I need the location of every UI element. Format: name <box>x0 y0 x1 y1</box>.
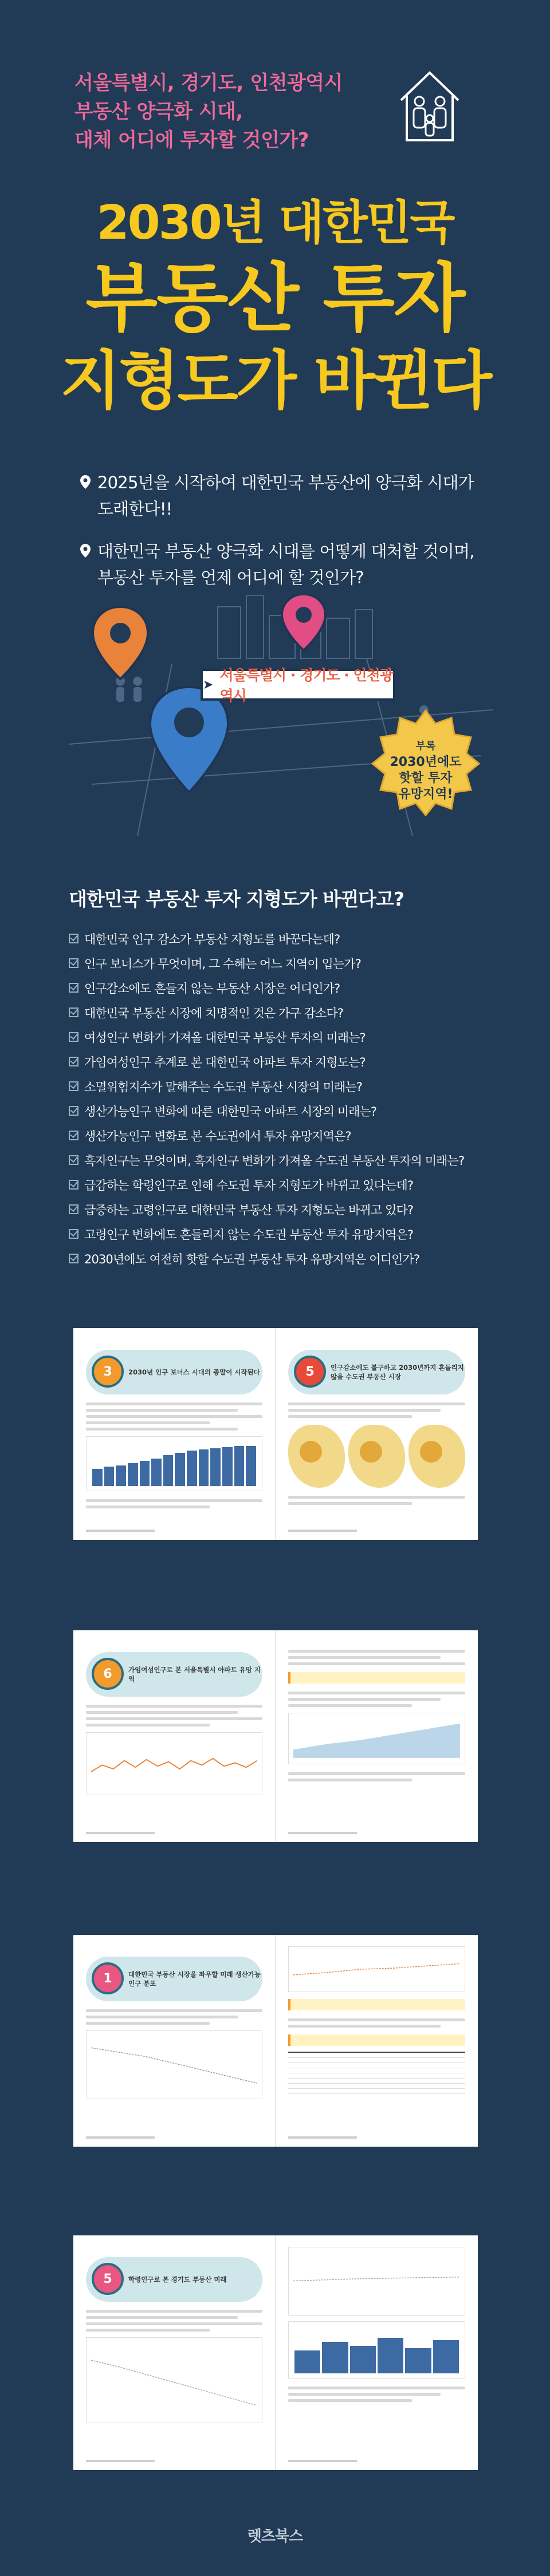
checkbox-icon <box>69 958 78 968</box>
question-item <box>69 1074 464 1099</box>
checkbox-icon <box>69 1254 78 1263</box>
book-spread <box>73 1935 478 2147</box>
chapter-title: 2030년 인구 보너스 시대의 종말이 시작된다 <box>128 1368 260 1376</box>
question-text: 가임여성인구 추계로 본 대한민국 아파트 투자 지형도는? <box>84 1055 366 1069</box>
question-text: 흑자인구는 무엇이며, 흑자인구 변화가 가져올 수도권 부동산 투자의 미래는? <box>84 1153 465 1168</box>
question-text: 인구감소에도 흔들지 않는 부동산 시장은 어디인가? <box>84 981 340 995</box>
checkbox-icon <box>69 1180 78 1190</box>
question-text: 생산가능인구 변화에 따른 대한민국 아파트 시장의 미래는? <box>84 1104 377 1119</box>
chapter-number: 6 <box>92 1658 124 1690</box>
hero-tagline-line: 서울특별시, 경기도, 인천광역시 <box>74 72 343 94</box>
badge-line: 2030년에도 <box>390 755 462 769</box>
family-house-icon <box>395 66 464 146</box>
question-item <box>69 975 464 1000</box>
bar-chart-thumbnail <box>288 2321 465 2379</box>
map-thumbnails <box>288 1425 465 1488</box>
line-chart-thumbnail <box>86 2030 262 2099</box>
hero-tagline-line: 대체 어디에 투자할 것인가? <box>74 129 309 152</box>
bullet-text: 2025년을 시작하여 대한민국 부동산에 양극화 시대가 도래한다!! <box>97 473 474 519</box>
spread-page <box>73 2235 276 2470</box>
blue-pin-icon <box>150 687 228 792</box>
question-text: 대한민국 부동산 시장에 치명적인 것은 가구 감소다? <box>84 1006 344 1020</box>
spread-page <box>276 2235 478 2470</box>
checkbox-icon <box>69 1106 78 1116</box>
line-chart-thumbnail <box>86 1732 262 1795</box>
question-item <box>69 1246 464 1271</box>
book-spread <box>73 2235 478 2470</box>
chapter-number: 1 <box>92 1962 124 1994</box>
question-item <box>69 1222 464 1246</box>
question-text: 급증하는 고령인구로 대한민국 부동산 투자 지형도는 바뀌고 있다? <box>84 1203 414 1217</box>
checkbox-icon <box>69 934 78 943</box>
region-banner <box>201 667 395 704</box>
chapter-title: 학령인구로 본 경기도 부동산 미래 <box>128 2275 227 2283</box>
chapter-number: 5 <box>294 1356 326 1388</box>
checkbox-icon <box>69 983 78 993</box>
question-text: 고령인구 변화에도 흔들리지 않는 수도권 부동산 투자 유망지역은? <box>84 1227 414 1242</box>
questions-title: 대한민국 부동산 투자 지형도가 바뀐다고? <box>69 888 404 910</box>
question-text: 소멸위험지수가 말해주는 수도권 부동산 시장의 미래는? <box>84 1080 362 1094</box>
spread-page <box>276 1328 478 1540</box>
question-item <box>69 1148 464 1172</box>
question-item <box>69 1172 464 1197</box>
checkbox-icon <box>69 1131 78 1140</box>
question-item <box>69 1025 464 1049</box>
location-pin-icon <box>80 469 97 522</box>
checkbox-icon <box>69 1229 78 1239</box>
region-banner-text: 서울특별시 · 경기도 · 인천광역시 <box>219 667 393 704</box>
chapter-title: 대한민국 부동산 시장을 좌우할 미래 생산가능인구 분포 <box>128 1970 261 1988</box>
intro-bullets <box>80 469 481 607</box>
questions-list <box>69 926 464 1271</box>
chapter-number: 3 <box>92 1356 124 1388</box>
book-title <box>0 195 550 418</box>
line-chart-thumbnail <box>288 2247 465 2316</box>
question-text: 2030년에도 여전히 핫할 수도권 부동산 투자 유망지역은 어디인가? <box>84 1252 420 1266</box>
navigation-arrow-icon: ➤ <box>203 677 213 692</box>
spread-page <box>276 1935 478 2147</box>
line-chart-thumbnail <box>86 2337 262 2423</box>
question-item <box>69 926 464 951</box>
checkbox-icon <box>69 1032 78 1042</box>
badge-line: 유망지역! <box>398 787 453 801</box>
question-text: 여성인구 변화가 가져올 대한민국 부동산 투자의 미래는? <box>84 1030 366 1045</box>
title-line: 지형도가 바뀐다 <box>60 344 490 417</box>
badge-line: 부록 <box>415 740 436 752</box>
question-item <box>69 1123 464 1148</box>
publisher-logo: 렛츠북스 <box>247 2528 303 2545</box>
question-item <box>69 1049 464 1074</box>
spread-page <box>73 1630 276 1842</box>
bullet-item <box>80 538 481 591</box>
spread-page <box>276 1630 478 1842</box>
checkbox-icon <box>69 1204 78 1214</box>
location-pin-icon <box>80 538 97 591</box>
spread-page <box>73 1935 276 2147</box>
bullet-item <box>80 469 481 522</box>
question-text: 인구 보너스가 무엇이며, 그 수혜는 어느 지역이 입는가? <box>84 957 361 971</box>
checkbox-icon <box>69 1057 78 1066</box>
title-line: 부동산 투자 <box>85 255 465 342</box>
badge-line: 핫할 투자 <box>399 771 453 785</box>
badge-text <box>371 738 480 803</box>
chapter-header <box>86 1957 262 2001</box>
chapter-title: 인구감소에도 불구하고 2030년까지 흔들리지 않을 수도권 부동산 시장 <box>331 1364 464 1381</box>
chapter-title: 가임여성인구로 본 서울특별시 아파트 유망 지역 <box>128 1666 261 1683</box>
hero-tagline <box>74 69 343 155</box>
chapter-header <box>288 1350 465 1394</box>
title-line: 2030년 대한민국 <box>96 196 454 250</box>
chapter-number: 5 <box>92 2263 124 2295</box>
book-spread <box>73 1630 478 1842</box>
checkbox-icon <box>69 1008 78 1017</box>
bar-chart-thumbnail <box>86 1436 262 1491</box>
chapter-header <box>86 1652 262 1697</box>
question-item <box>69 1000 464 1025</box>
question-item <box>69 1197 464 1222</box>
area-chart-thumbnail <box>288 1713 465 1764</box>
question-item <box>69 951 464 975</box>
question-text: 생산가능인구 변화로 본 수도권에서 투자 유망지역은? <box>84 1129 351 1143</box>
chapter-header <box>86 1350 262 1394</box>
question-text: 급감하는 학령인구로 인해 수도권 투자 지형도가 바뀌고 있다는데? <box>84 1178 414 1192</box>
line-chart-thumbnail <box>288 1946 465 1992</box>
spread-page <box>73 1328 276 1540</box>
book-spread <box>73 1328 478 1540</box>
question-text: 대한민국 인구 감소가 부동산 지형도를 바꾼다는데? <box>84 932 340 946</box>
chapter-header <box>86 2257 262 2302</box>
checkbox-icon <box>69 1155 78 1165</box>
table-thumbnail <box>288 2052 465 2094</box>
question-item <box>69 1099 464 1123</box>
hero-tagline-line: 부동산 양극화 시대, <box>74 100 243 123</box>
bullet-text: 대한민국 부동산 양극화 시대를 어떻게 대처할 것이며, 부동산 투자를 언제 어디에 할 것인가? <box>97 542 474 587</box>
checkbox-icon <box>69 1081 78 1091</box>
